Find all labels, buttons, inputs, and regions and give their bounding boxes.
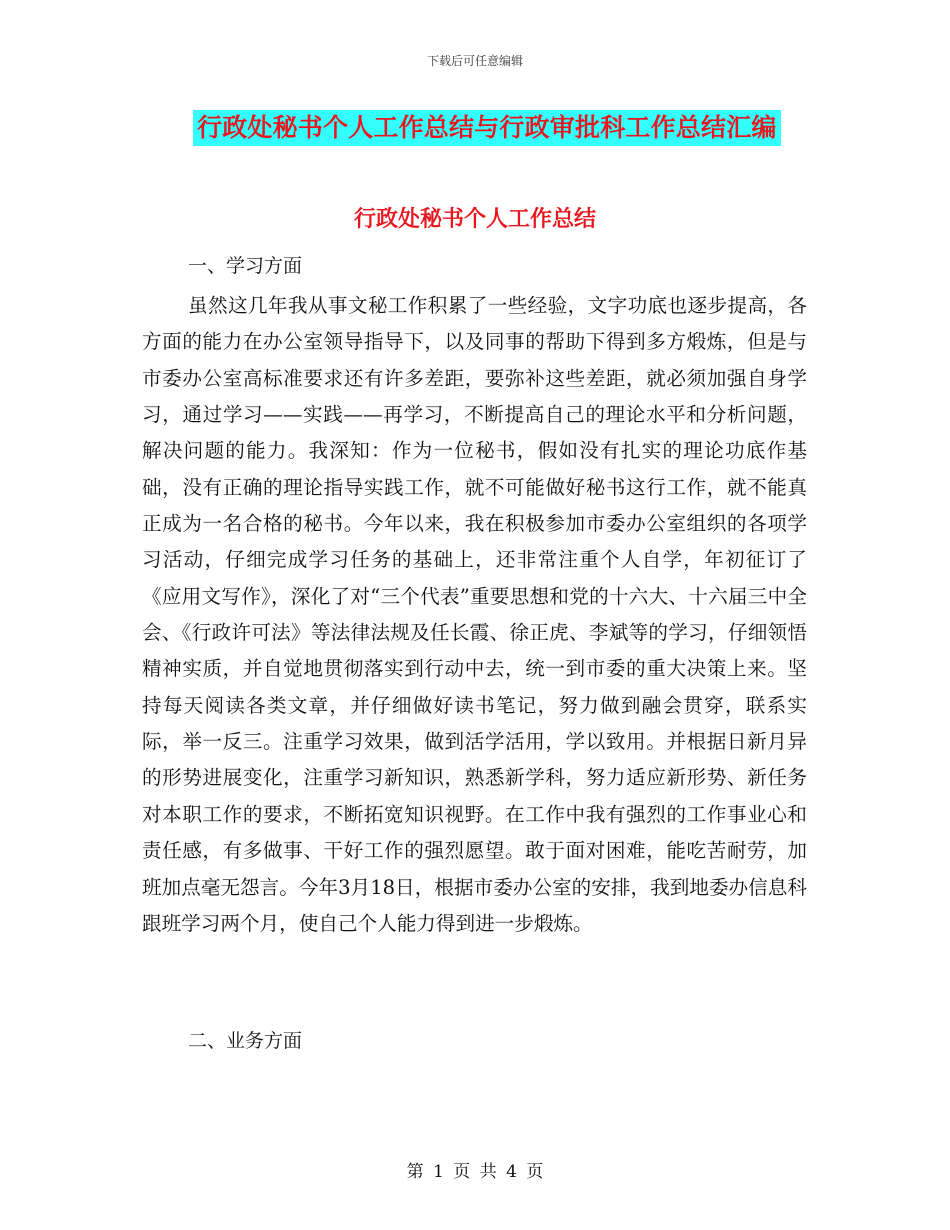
section-heading-business: 二、业务方面	[188, 1030, 303, 1052]
page-number: 第 1 页 共 4 页	[406, 1162, 544, 1182]
body-paragraph-study: 虽然这几年我从事文秘工作积累了一些经验，文字功底也逐步提高，各方面的能力在办公室领导指导下，以及同事的帮助下得到多方煅炼，但是与市委办公室高标准要求还有许多差距，要弥补这些差距，就必须加强自身学习，通过学习——实践——再学习，不断提高自己的理论水平和分析问题，解决问题的能力。我深知：作为一位秘书，假如没有扎实的理论功底作基础，没有正确的理论指导实践工作，就不可能做好秘书这行工作，就不能真正成为一名合格的秘书。今年以来，我在积极参加市委办公室组织的各项学习活动，仔细完成学习任务的基础上，还非常注重个人自学，年初征订了《应用文写作》，深化了对“三个代表”重要思想和党的十六大、十六届三中全会、《行政许可法》等法律法规及任长霞、徐正虎、李斌等的学习，仔细领悟精神实质，并自觉地贯彻落实到行动中去，统一到市委的重大决策上来。坚持每天阅读各类文章，并仔细做好读书笔记，努力做到融会贯穿，联系实际，举一反三。注重学习效果，做到活学活用，学以致用。并根据日新月异的形势进展变化，注重学习新知识，熟悉新学科，努力适应新形势、新任务对本职工作的要求，不断拓宽知识视野。在工作中我有强烈的工作事业心和责任感，有多做事、干好工作的强烈愿望。敢于面对困难，能吃苦耐劳，加班加点毫无怨言。今年3月18日，根据市委办公室的安排，我到地委办信息科跟班学习两个月，使自己个人能力得到进一步煅炼。	[142, 294, 807, 935]
section-title: 行政处秘书个人工作总结	[353, 206, 596, 232]
header-note: 下载后可任意编辑	[426, 54, 523, 68]
section-heading-study: 一、学习方面	[188, 255, 303, 277]
document-title: 行政处秘书个人工作总结与行政审批科工作总结汇编	[193, 110, 781, 146]
